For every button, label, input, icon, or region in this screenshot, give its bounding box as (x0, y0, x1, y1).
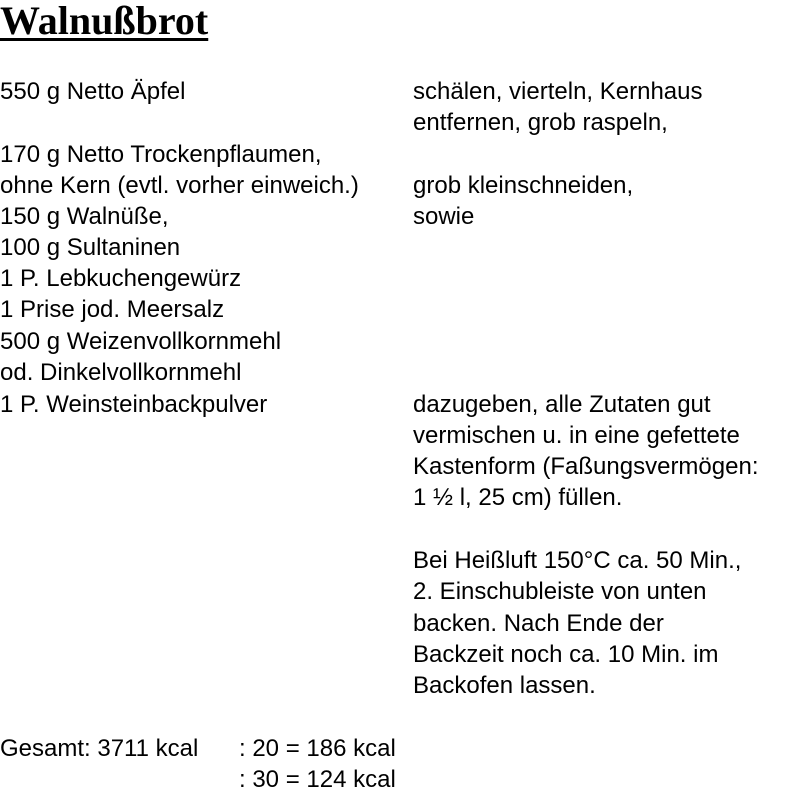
ingredient-baking-powder: 1 P. Weinsteinbackpulver (0, 391, 268, 418)
ingredient-salt: 1 Prise jod. Meersalz (0, 296, 225, 323)
instruction-line: Backzeit noch ca. 10 Min. im (413, 641, 719, 668)
instruction-line: entfernen, grob raspeln, (413, 109, 668, 136)
ingredient-sultanas: 100 g Sultaninen (0, 234, 181, 261)
instruction-line: vermischen u. in eine gefettete (413, 422, 740, 449)
ingredient-flour: 500 g Weizenvollkornmehl (0, 328, 282, 355)
instruction-line: grob kleinschneiden, (413, 172, 634, 199)
recipe-title: Walnußbrot (0, 0, 209, 43)
instruction-line: Backofen lassen. (413, 672, 596, 699)
ingredient-flour-alt: od. Dinkelvollkornmehl (0, 359, 242, 386)
instruction-line: dazugeben, alle Zutaten gut (413, 391, 711, 418)
ingredient-spice: 1 P. Lebkuchengewürz (0, 265, 242, 292)
instruction-line: Kastenform (Faßungsvermögen: (413, 453, 759, 480)
instruction-line: 2. Einschubleiste von unten (413, 578, 707, 605)
instruction-line: 1 ½ l, 25 cm) füllen. (413, 484, 623, 511)
ingredient-prunes: 170 g Netto Trockenpflaumen, (0, 141, 322, 168)
nutrition-total: Gesamt: 3711 kcal (0, 735, 199, 762)
ingredient-prunes-note: ohne Kern (evtl. vorher einweich.) (0, 172, 359, 199)
instruction-line: schälen, vierteln, Kernhaus (413, 78, 703, 105)
nutrition-portion-30: : 30 = 124 kcal (239, 766, 396, 793)
ingredient-walnuts: 150 g Walnüße, (0, 203, 169, 230)
instruction-line: Bei Heißluft 150°C ca. 50 Min., (413, 547, 742, 574)
nutrition-portion-20: : 20 = 186 kcal (239, 735, 396, 762)
ingredient-apples: 550 g Netto Äpfel (0, 78, 186, 105)
instruction-line: backen. Nach Ende der (413, 610, 664, 637)
instruction-line: sowie (413, 203, 475, 230)
